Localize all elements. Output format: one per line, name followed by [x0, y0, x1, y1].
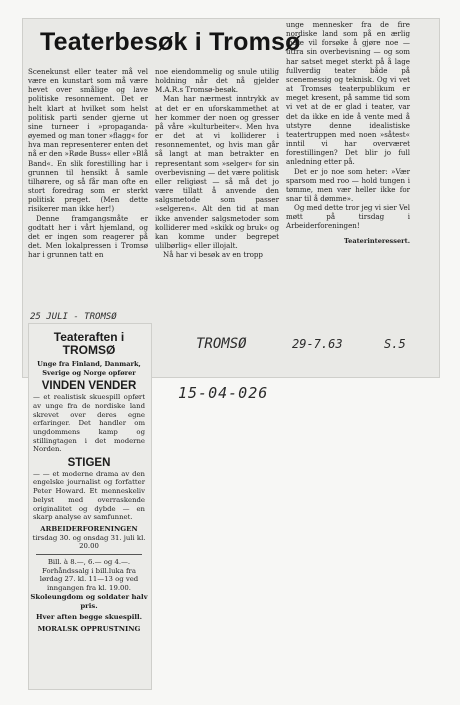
ad-play-2-title: STIGEN: [67, 457, 111, 470]
paragraph: Denne framgangsmåte er godtatt her i vårt hjemland, og det er ingen som reagerer på det. Men lokalpressen i Tromsø har i grunnen tatt en: [28, 213, 148, 260]
ad-dates: tirsdag 30. og onsdag 31. juli kl. 20.00: [32, 533, 146, 551]
handwritten-page-number: S.5: [384, 337, 406, 351]
paragraph: Og med dette tror jeg vi sier Vel møtt på tirsdag i Arbeiderforeningen!: [286, 203, 410, 231]
article-column-3: [286, 20, 410, 246]
article-signature: Teaterinteressert.: [344, 236, 410, 245]
ad-play-2-description: — — et moderne drama av den engelske journalist og forfatter Peter Howard. Et menneskeliv belyst med overraskende originalitet og dybde — en skarp analyse av samfunnet.: [33, 469, 145, 522]
paragraph: Man har nærmest inntrykk av at det er en uforskammethet at her kommer der noen og gresser på våre »kulturbeiter«. Men hva er det at vi kolliderer i resonnementet, og hvis man går så langt at man betrakter en representant som »selger« for sin overbevisning — det være politisk eller religiøst — så må det jo være tillatt å anvende den salgsmetode som passer »selgeren«. Alt den tid at man ikke anvender salgsmetoder som kolliderer med »skikk og bruk« og kan komme under begrepet ulilbørlig« eller illojalt.: [155, 94, 279, 250]
ad-play-1-description: — et realistisk skuespill opført av unge fra de nordiske land skrevet over deres egne erfaringer. Det handler om ungdommens kamp og stillingtagen i det moderne Norden.: [33, 393, 145, 454]
advertisement: [30, 327, 148, 634]
ad-subtitle: Unge fra Finland, Danmark, Sverige og Norge opfører: [37, 360, 141, 377]
article-column-2: [155, 67, 279, 259]
ad-discount: Skoleungdom og soldater halv pris.: [30, 592, 148, 610]
article-column-1: [28, 67, 148, 259]
ad-venue: ARBEIDERFORENINGEN: [40, 524, 138, 533]
handwritten-place: TROMSØ: [196, 336, 247, 352]
paragraph: noe eiendommelig og snule utilig holdning når det nå gjelder M.A.R.s Tromsø-besøk.: [155, 67, 279, 95]
ad-organization: MORALSK OPPRUSTNING: [37, 624, 141, 633]
ad-title: Teateraften i TROMSØ: [53, 330, 125, 357]
paragraph: unge mennesker fra de fire nordiske land som på en ærlig måte vil forsøke å gjøre noe — utfra sin overbevisning — og som har satset meget sterkt på å lage fullverdig teater både på scenemessig og teknisk. Og vi vet at Tromsøs teaterpublikum er meget kresent, på samme tid som vi vet at de er glad i teater, var det da ikke en ide å vente med å utstyre denne idealistiske teatertruppen med noen »såtest« inntil vi har overværet forestillingen? Det blir jo full anledning etter på.: [286, 20, 410, 167]
paragraph: Nå har vi besøk av en tropp: [163, 250, 263, 260]
divider: [36, 554, 142, 555]
ad-tickets: Bill. à 8.—, 6.— og 4.—. Forhåndssalg i bill.luka fra lørdag 27. kl. 11—13 og ved inngangen fra kl. 19.00.: [39, 558, 139, 593]
article-title: Teaterbesøk i Tromsø: [40, 28, 301, 56]
ad-every-night: Hver aften begge skuespill.: [36, 613, 142, 622]
handwritten-date: 29-7.63: [292, 337, 343, 351]
paragraph: Det er jo noe som heter: »Vær sparsom med roo — hold tungen i tømme, men vær heller ikke for snar til å dømme».: [286, 166, 410, 203]
handwritten-date-note: 25 JULI - TROMSØ: [30, 312, 117, 322]
handwritten-archive-id: 15-04-026: [178, 384, 269, 402]
paragraph: Scenekunst eller teater må vel være en kunstart som må være hevet over smålige og lave politiske resonnement. Det er helt klart at hvilket som helst politisk parti sender gjerne ut sine turneer i »propaganda-øyemed og man toner »flagg« for hva man representerer enten det nå er den »Røde Buss« eller »Blå Band«. En slik forestilling har i grunnen til hensikt å samle tilhørere, og så får man ofte en stort foredrag som er sterkt politisk preget. (Men dette risikerer man ikke her!): [28, 67, 148, 214]
ad-play-1-title: VINDEN VENDER: [41, 380, 137, 393]
